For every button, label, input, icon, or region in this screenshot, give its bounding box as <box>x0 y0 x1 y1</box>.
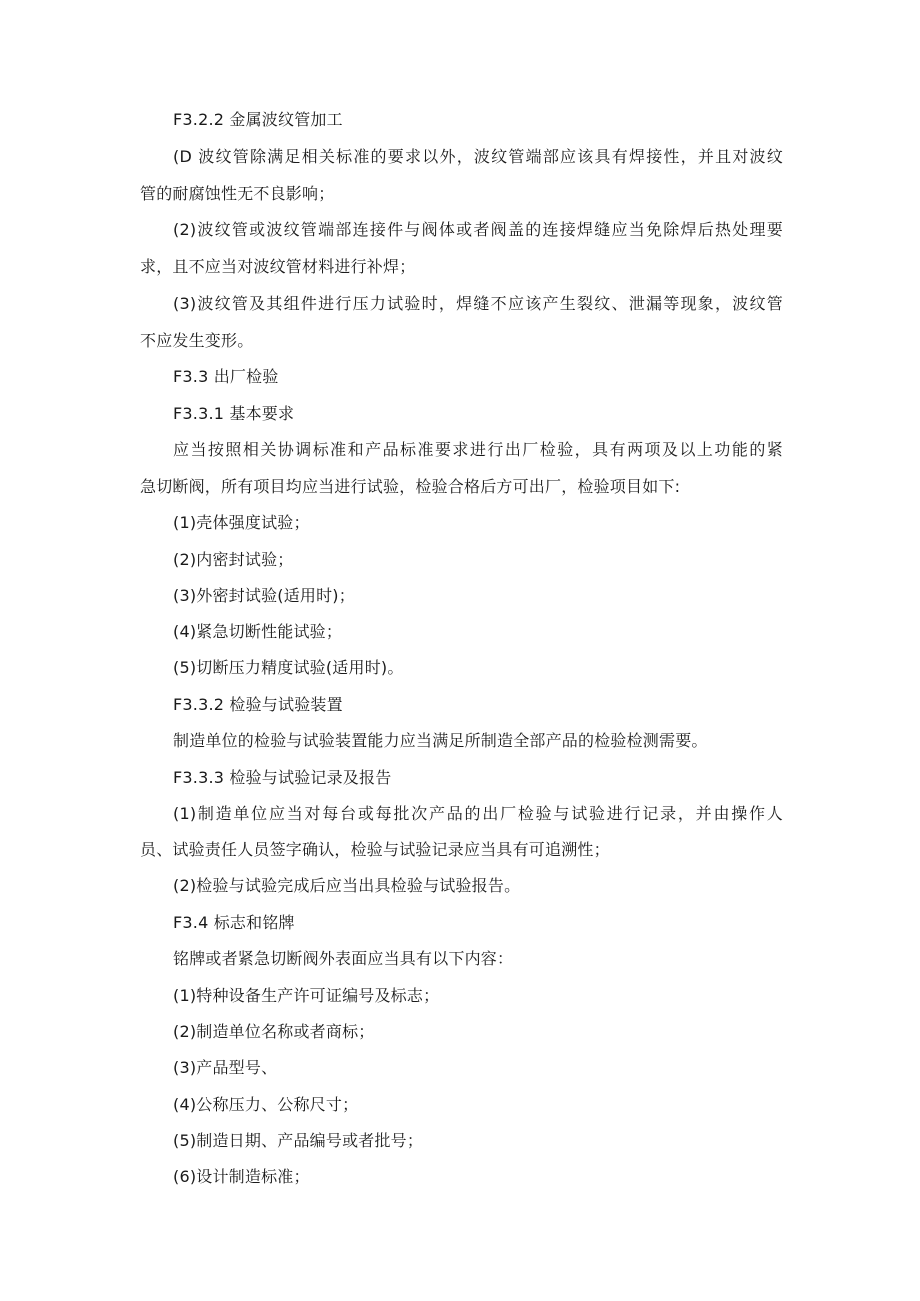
heading-f3-3-2: F3.3.2 检验与试验装置 <box>173 695 343 714</box>
paragraph-line: 员、试验责任人员签字确认，检验与试验记录应当具有可追溯性； <box>140 840 610 859</box>
paragraph-line: (3)波纹管及其组件进行压力试验时，焊缝不应该产生裂纹、泄漏等现象，波纹管 <box>173 294 783 313</box>
heading-f3-2-2: F3.2.2 金属波纹管加工 <box>173 110 343 129</box>
list-item: (4)公称压力、公称尺寸； <box>173 1095 359 1114</box>
list-item: (3)外密封试验(适用时)； <box>173 586 355 605</box>
list-item: (5)制造日期、产品编号或者批号； <box>173 1131 424 1150</box>
list-item: (1)壳体强度试验； <box>173 513 310 532</box>
heading-f3-4: F3.4 标志和铭牌 <box>173 913 295 932</box>
paragraph-line: 急切断阀，所有项目均应当进行试验，检验合格后方可出厂，检验项目如下: <box>140 477 681 496</box>
paragraph-line: (1)制造单位应当对每台或每批次产品的出厂检验与试验进行记录，并由操作人 <box>173 804 783 823</box>
list-item: (2)内密封试验； <box>173 550 294 569</box>
paragraph-line: 制造单位的检验与试验装置能力应当满足所制造全部产品的检验检测需要。 <box>173 731 708 750</box>
paragraph-line: 不应发生变形。 <box>140 331 254 350</box>
list-item: (1)特种设备生产许可证编号及标志； <box>173 986 440 1005</box>
paragraph-line: 应当按照相关协调标准和产品标准要求进行出厂检验，具有两项及以上功能的紧 <box>173 440 783 459</box>
list-item: (4)紧急切断性能试验； <box>173 622 343 641</box>
list-item: (2)检验与试验完成后应当出具检验与试验报告。 <box>173 876 521 895</box>
heading-f3-3: F3.3 出厂检验 <box>173 367 279 386</box>
paragraph-line: 求，且不应当对波纹管材料进行补焊； <box>140 257 416 276</box>
paragraph-line: (D 波纹管除满足相关标准的要求以外，波纹管端部应该具有焊接性，并且对波纹 <box>173 147 783 166</box>
list-item: (2)制造单位名称或者商标； <box>173 1022 375 1041</box>
paragraph-line: 管的耐腐蚀性无不良影响； <box>140 184 335 203</box>
heading-f3-3-1: F3.3.1 基本要求 <box>173 404 295 423</box>
list-item: (6)设计制造标准； <box>173 1167 310 1186</box>
list-item: (3)产品型号、 <box>173 1058 278 1077</box>
list-item: (5)切断压力精度试验(适用时)。 <box>173 658 404 677</box>
heading-f3-3-3: F3.3.3 检验与试验记录及报告 <box>173 768 392 787</box>
paragraph-line: 铭牌或者紧急切断阀外表面应当具有以下内容： <box>173 949 514 968</box>
paragraph-line: (2)波纹管或波纹管端部连接件与阀体或者阀盖的连接焊缝应当免除焊后热处理要 <box>173 220 783 239</box>
